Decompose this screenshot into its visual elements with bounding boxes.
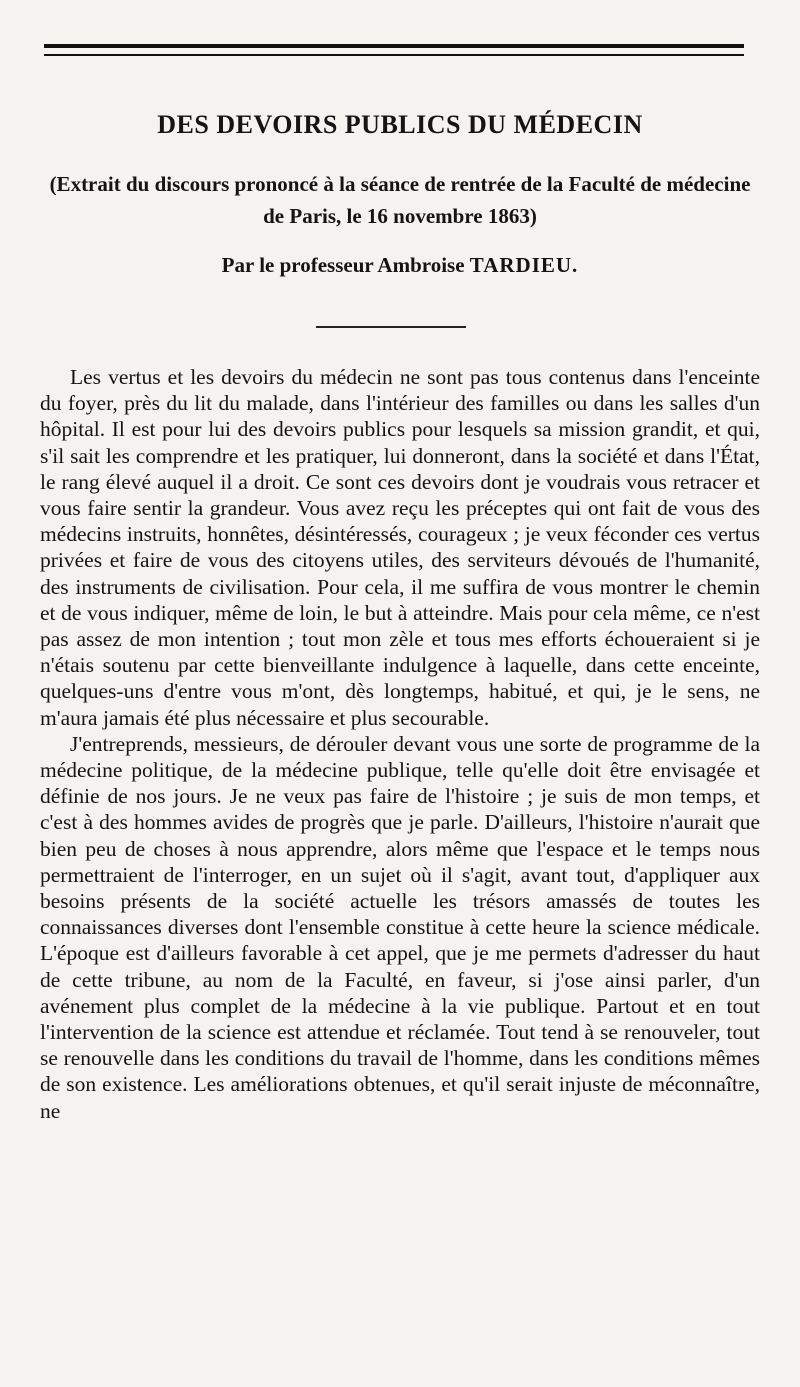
author-surname: TARDIEU.: [469, 253, 579, 277]
article-title: DES DEVOIRS PUBLICS DU MÉDECIN: [157, 110, 643, 139]
header-rule-thick: [44, 44, 744, 48]
paragraph: Les vertus et les devoirs du médecin ne sont pas tous contenus dans l'enceinte du foyer, près du lit du malade, dans l'intérieur des familles ou dans les salles d'un hôpital. Il est pour lui des devoirs publics pour lesquels sa mission grandit, et qui, s'il sait les comprendre et les pratiquer, lui donneront, dans la société et dans l'État, le rang élevé auquel il a droit. Ce sont ces devoirs dont je voudrais vous retracer et vous faire sentir la grandeur. Vous avez reçu les préceptes qui ont fait de vous des médecins instruits, honnêtes, désintéressés, courageux ; je veux féconder ces vertus privées et faire de vous des citoyens utiles, des serviteurs dévoués de l'humanité, des instruments de civilisation. Pour cela, il me suffira de vous montrer le chemin et de vous indiquer, même de loin, le but à atteindre. Mais pour cela même, ce n'est pas assez de mon intention ; tout mon zèle et tous mes efforts échoueraient si je n'étais soutenu par cette bienveillante indulgence à laquelle, dans cette enceinte, quelques-uns d'entre vous m'ont, dès longtemps, habitué, et qui, je le sens, ne m'aura jamais été plus nécessaire et plus secourable.: [40, 365, 760, 730]
article-author: [0, 253, 800, 278]
paragraph: J'entreprends, messieurs, de dérouler devant vous une sorte de programme de la médecine politique, de la médecine publique, telle qu'elle doit être envisagée et définie de nos jours. Je ne veux pas faire de l'histoire ; je suis de mon temps, et c'est à des hommes avides de progrès que je parle. D'ailleurs, l'histoire n'aurait que bien peu de choses à nous apprendre, alors même que l'espace et le temps nous permettraient de l'interroger, en un sujet où il s'agit, avant tout, d'appliquer aux besoins présents de la société actuelle les trésors amassés de toutes les connaissances diverses dont l'ensemble constitue à cette heure la science médicale. L'époque est d'ailleurs favorable à cet appel, que je me permets d'adresser du haut de cette tribune, au nom de la Faculté, en faveur, si j'ose ainsi parler, d'un avénement plus complet de la médecine à la vie publique. Partout et en tout l'intervention de la science est attendue et réclamée. Tout tend à se renouveler, tout se renouvelle dans les conditions du travail de l'homme, dans les conditions mêmes de son existence. Les améliorations obtenues, et qu'il serait injuste de méconnaître, ne: [40, 731, 760, 1123]
article-body: [40, 364, 760, 1124]
author-prefix: Par le professeur Ambroise: [221, 253, 465, 277]
header-rules: [44, 44, 744, 56]
article-subtitle: (Extrait du discours prononcé à la séance de rentrée de la Faculté de médecine de Paris, le 16 novembre 1863): [49, 172, 751, 228]
section-divider: [316, 326, 466, 328]
header-rule-thin: [44, 54, 744, 56]
